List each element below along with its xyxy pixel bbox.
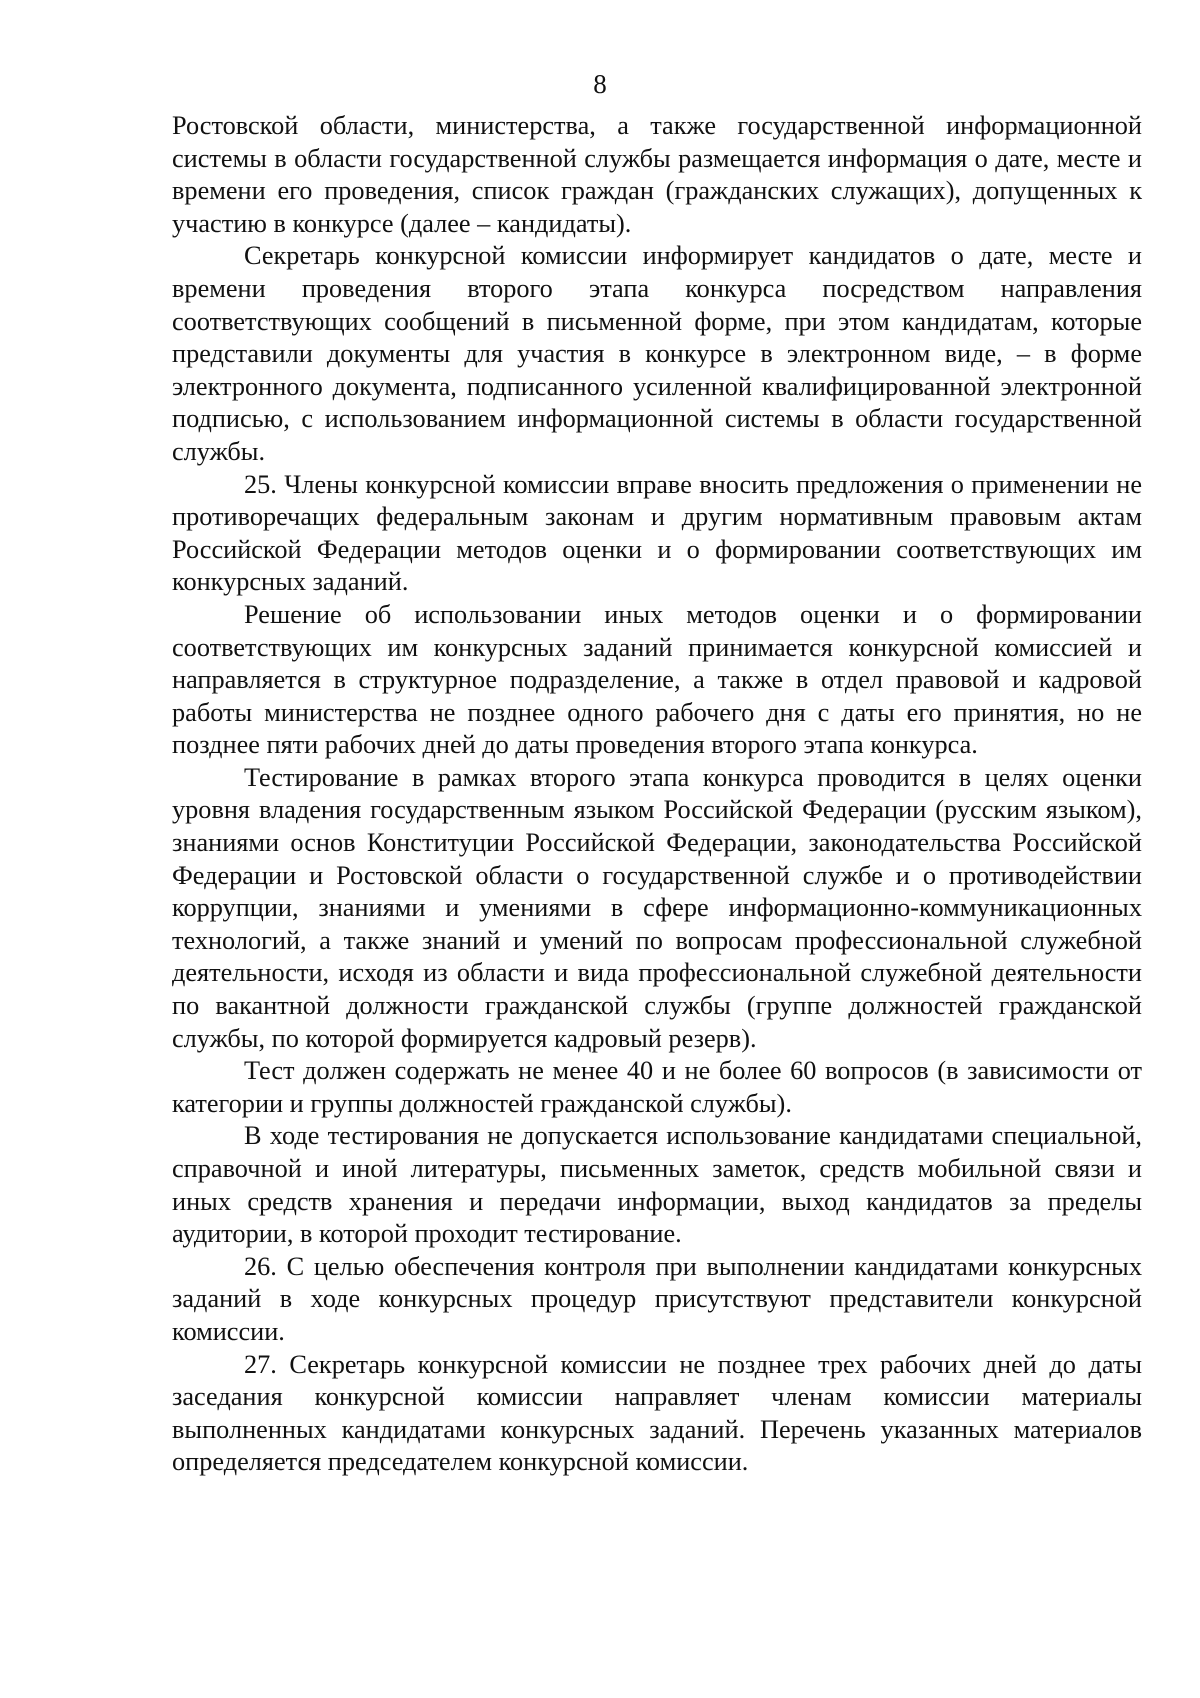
paragraph-item-26: 26. С целью обеспечения контроля при выполнении кандидатами конкурсных заданий в ходе конкурсных процедур присутствуют представители конкурсной комиссии.: [172, 1251, 1142, 1346]
paragraph-secretary-informs: Секретарь конкурсной комиссии информирует кандидатов о дате, месте и времени проведения второго этапа конкурса посредством направления соответствующих сообщений в письменной форме, при этом кандидатам, которые представили документы для участия в конкурсе в электронном виде, – в форме электронного документа, подписанного усиленной квалифицированной электронной подписью, с использованием информационной системы в области государственной службы.: [172, 241, 1142, 466]
paragraph-testing-restrictions: В ходе тестирования не допускается использование кандидатами специальной, справочной и иной литературы, письменных заметок, средств мобильной связи и иных средств хранения и передачи информации, выход кандидатов за пределы аудитории, в которой проходит тестирование.: [172, 1121, 1142, 1249]
page-number: 8: [593, 69, 607, 99]
paragraph-item-25: 25. Члены конкурсной комиссии вправе вносить предложения о применении не противоречащих федеральным законам и другим нормативным правовым актам Российской Федерации методов оценки и о формировании соответствующих им конкурсных заданий.: [172, 469, 1142, 597]
paragraph-item-27: 27. Секретарь конкурсной комиссии не позднее трех рабочих дней до даты заседания конкурсной комиссии направляет членам комиссии материалы выполненных кандидатами конкурсных заданий. Перечень указанных материалов определяется председателем конкурсной комиссии.: [172, 1349, 1142, 1477]
paragraph-continuation: Ростовской области, министерства, а также государственной информационной системы в области государственной службы размещается информация о дате, месте и времени его проведения, список граждан (гражданских служащих), допущенных к участию в конкурсе (далее – кандидаты).: [172, 111, 1142, 238]
paragraph-test-questions: Тест должен содержать не менее 40 и не более 60 вопросов (в зависимости от категории и группы должностей гражданской службы).: [172, 1056, 1142, 1118]
paragraph-testing-purpose: Тестирование в рамках второго этапа конкурса проводится в целях оценки уровня владения государственным языком Российской Федерации (русским языком), знаниями основ Конституции Российской Федерации, законодательства Российской Федерации и Ростовской области о государственной службе и о противодействии коррупции, знаниями и умениями в сфере информационно-коммуникационных технологий, а также знаний и умений по вопросам профессиональной служебной деятельности, исходя из области и вида профессиональной служебной деятельности по вакантной должности гражданской службы (группе должностей гражданской службы, по которой формируется кадровый резерв).: [172, 762, 1142, 1053]
paragraph-decision-methods: Решение об использовании иных методов оценки и о формировании соответствующих им конкурсных заданий принимается конкурсной комиссией и направляется в структурное подразделение, а также в отдел правовой и кадровой работы министерства не позднее одного рабочего дня с даты его принятия, но не позднее пяти рабочих дней до даты проведения второго этапа конкурса.: [172, 599, 1142, 760]
document-body: [172, 110, 1142, 1479]
